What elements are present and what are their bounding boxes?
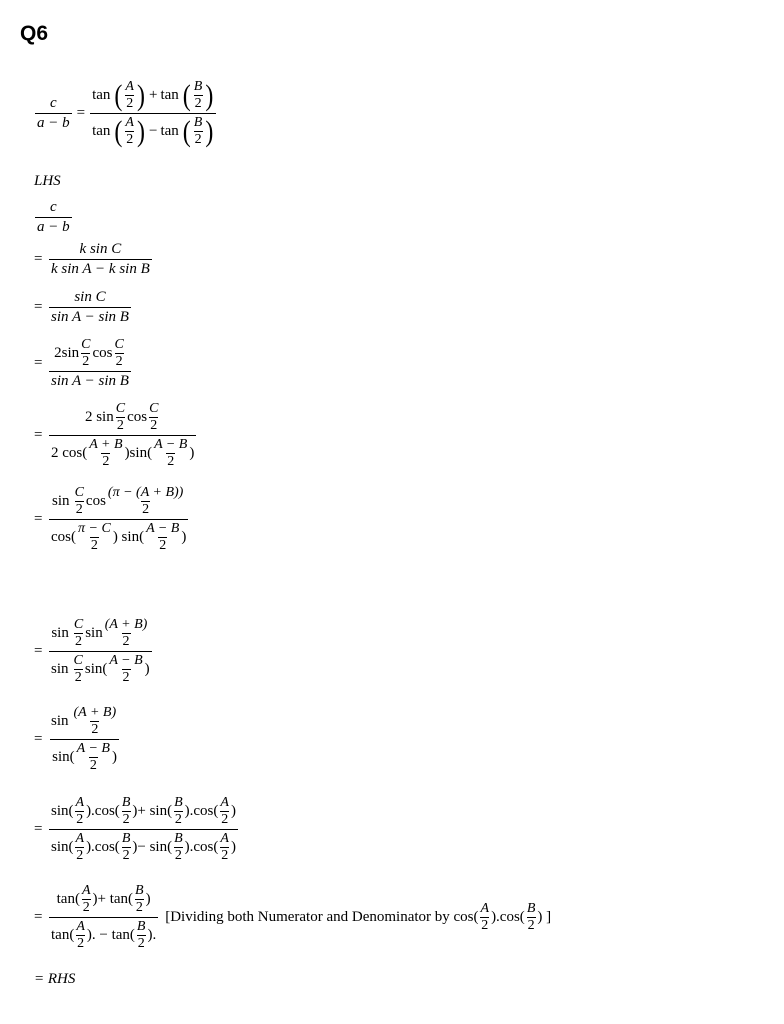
statement-rhs-fraction — [90, 80, 216, 147]
question-label: Q6 — [20, 22, 49, 45]
tan-label: tan — [92, 87, 111, 103]
step-4: = 2 sin C 2 cos C 2 2 cos( A + B 2 )sin( A − B 2 ) — [34, 401, 195, 469]
rhs-conclusion: = RHS — [34, 971, 76, 987]
equals-sign: = — [76, 105, 86, 121]
step-1: = $\frac{\text{k sin C}}{\text{k sin A − k sin B}}$ — [34, 241, 150, 277]
step-9: = tan( A 2 )+ tan( B 2 ) tan( A 2 ). − tan( B 2 ). [Dividing both Numerator and Denominator by cos( A 2 ).cos( B 2 ) ] — [34, 883, 552, 951]
statement-lhs-denominator: a − b — [37, 115, 70, 131]
step-2: = $\frac{\text{sin C}}{\text{sin A − sin B}}$ — [34, 289, 129, 325]
statement-rhs-numerator: tan ( A 2 ) + tan ( B 2 ) — [92, 79, 214, 112]
statement-rhs-denominator: tan ( A 2 ) − tan ( B 2 ) — [90, 113, 216, 147]
statement-lhs-fraction — [35, 96, 72, 131]
problem-statement — [34, 80, 217, 147]
lhs-label: LHS — [34, 173, 61, 189]
statement-lhs-numerator: c — [49, 95, 57, 111]
step-3: = 2sin C 2 cos C 2 sin A − sin B — [34, 337, 129, 389]
step-6: = sin C 2 sin (A + B) 2 sin C 2 sin( A − B 2 ) — [34, 617, 150, 685]
step-8: = sin( A 2 ).cos( B 2 )+ sin( B 2 ).cos( A 2 ) sin( A 2 ).cos( B 2 )− sin( B 2 ).cos( A 2 ) — [34, 795, 236, 863]
step-7: = sin (A + B) 2 sin( A − B 2 ) — [34, 705, 117, 773]
step-5: = sin C 2 cos (π − (A + B)) 2 cos( π − C 2 ) sin( A − B 2 ) — [34, 485, 187, 553]
step-0: $\frac{c}{a - b}$ — [37, 199, 70, 235]
dividing-note: [Dividing both Numerator and Denominator by cos( A 2 ).cos( B 2 ) ] — [165, 901, 552, 933]
